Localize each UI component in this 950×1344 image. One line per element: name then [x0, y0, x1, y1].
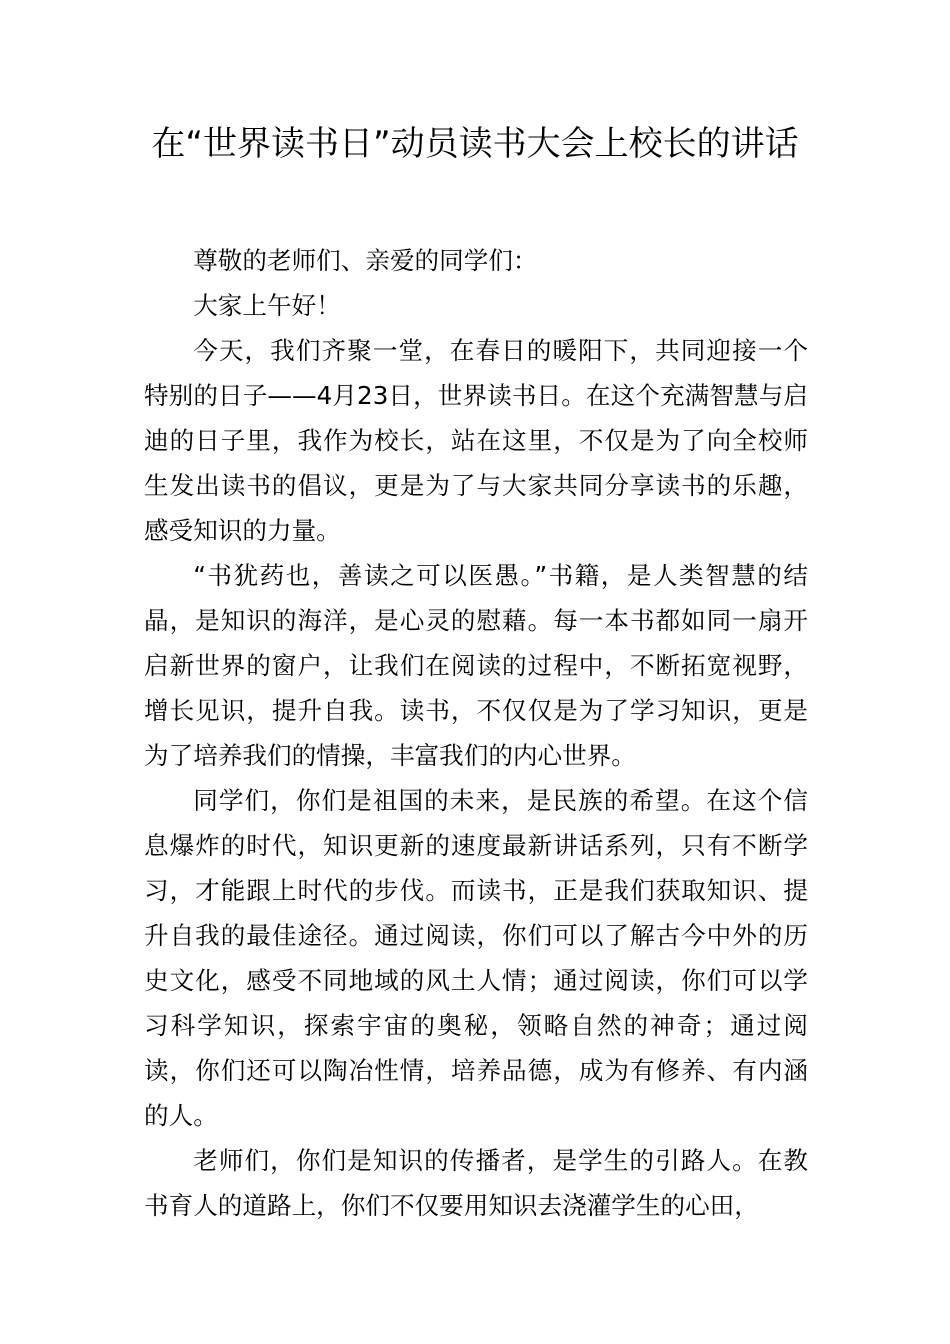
document-body	[144, 238, 808, 1228]
paragraph: 老师们，你们是知识的传播者，是学生的引路人。在教书育人的道路上，你们不仅要用知识去浇灌学生的心田，	[144, 1146, 808, 1220]
document-title: 在“世界读书日”动员读书大会上校长的讲话	[151, 124, 799, 164]
paragraph: 今天，我们齐聚一堂，在春日的暖阳下，共同迎接一个特别的日子——4月23日，世界读书日。在这个充满智慧与启迪的日子里，我作为校长，站在这里，不仅是为了向全校师生发出读书的倡议，更是为了与大家共同分享读书的乐趣，感受知识的力量。	[144, 336, 808, 545]
paragraph: 同学们，你们是祖国的未来，是民族的希望。在这个信息爆炸的时代，知识更新的速度最新讲话系列，只有不断学习，才能跟上时代的步伐。而读书，正是我们获取知识、提升自我的最佳途径。通过阅读，你们可以了解古今中外的历史文化，感受不同地域的风土人情；通过阅读，你们可以学习科学知识，探索宇宙的奥秘，领略自然的神奇；通过阅读，你们还可以陶冶性情，培养品德，成为有修养、有内涵的人。	[144, 786, 808, 1130]
paragraph-salutation: 尊敬的老师们、亲爱的同学们：	[193, 246, 538, 275]
paragraph: “书犹药也，善读之可以医愚。”书籍，是人类智慧的结晶，是知识的海洋，是心灵的慰藉。每一本书都如同一扇开启新世界的窗户，让我们在阅读的过程中，不断拓宽视野，增长见识，提升自我。读书，不仅仅是为了学习知识，更是为了培养我们的情操，丰富我们的内心世界。	[144, 561, 808, 770]
paragraph-greeting: 大家上午好！	[193, 291, 341, 320]
